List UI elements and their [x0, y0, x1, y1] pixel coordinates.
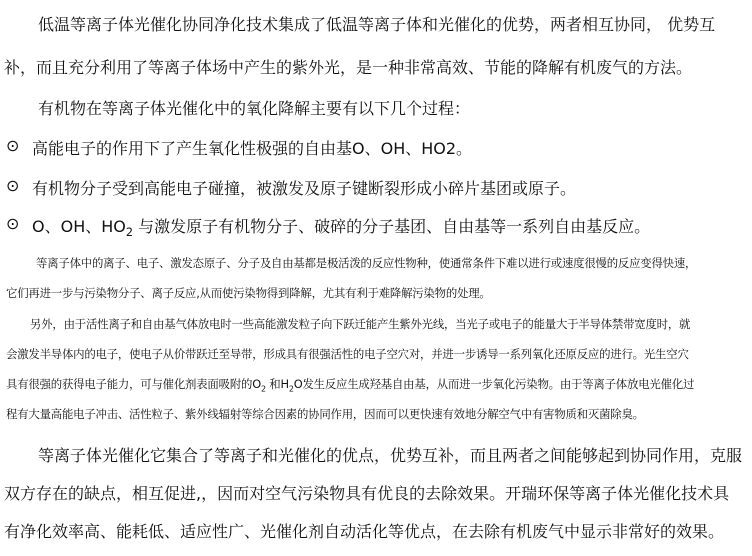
detail-p2-line-3: [6, 376, 694, 393]
bullet-icon: ⊙: [6, 176, 20, 195]
detail-p2-line-2: 会激发半导体内的电子，使电子从价带跃迁至导带，形成具有很强活性的电子空穴对，并进一步诱导一系列氧化还原反应的进行。光生空穴: [6, 347, 689, 361]
bullet-item-2: 有机物分子受到高能电子碰撞，被激发及原子键断裂形成小碎片基团或原子。: [32, 179, 577, 198]
detail-p2-line-4: 程有大量高能电子冲击、活性粒子、紫外线辐射等综合因素的协同作用，因而可以更快速有效地分解空气中有害物质和灭菌除臭。: [6, 407, 644, 421]
water-subscript: 2: [288, 384, 294, 394]
bullet-item-3: [32, 214, 650, 239]
process-heading: 有机物在等离子体光催化中的氧化降解主要有以下几个过程：: [38, 99, 471, 118]
bullet-item-3-suffix: 与激发原子有机物分子、破碎的分子基团、自由基等一系列自由基反应。: [132, 217, 651, 236]
oxygen-subscript: 2: [260, 384, 266, 394]
detail-p2-line-1: 另外，由于活性离子和自由基气体放电时一些高能激发粒子向下跃迁能产生紫外光线，当光子或电子的能量大于半导体禁带宽度时，就: [30, 317, 691, 331]
intro-line-2: 补，而且充分利用了等离子体场中产生的紫外光，是一种非常高效、节能的降解有机废气的方法。: [4, 58, 693, 77]
summary-line-1: 等离子体光催化它集合了等离子和光催化的优点，优势互补，而且两者之间能够起到协同作用，克服: [38, 446, 743, 465]
detail-p1-line-1: 等离子体中的离子、电子、激发态原子、分子及自由基都是极活泼的反应性物种，使通常条件下难以进行或速度很慢的反应变得快速，: [36, 256, 697, 270]
detail-p2-line-3-c: O发生反应生成羟基自由基，从而进一步氧化污染物。由于等离子体放电光催化过: [293, 377, 695, 391]
bullet-item-3-prefix: O、OH、HO: [32, 217, 126, 236]
bullet-icon: ⊙: [6, 214, 20, 233]
bullet-icon: ⊙: [6, 136, 20, 155]
summary-line-2: 双方存在的缺点，相互促进,，因而对空气污染物具有优良的去除效果。开瑞环保等离子体光催化技术具: [4, 484, 730, 503]
bullet-item-1: 高能电子的作用下了产生氧化性极强的自由基O、OH、HO2。: [32, 139, 473, 158]
intro-line-1: 低温等离子体光催化协同净化技术集成了低温等离子体和光催化的优势，两者相互协同， 优势互: [38, 15, 716, 34]
detail-p2-line-3-b: 和H: [265, 377, 289, 391]
detail-p2-line-3-a: 具有很强的获得电子能力，可与催化剂表面吸附的O: [6, 377, 261, 391]
detail-p1-line-2: 它们再进一步与污染物分子、离子反应,从而使污染物得到降解，尤其有利于难降解污染物的处理。: [6, 286, 491, 300]
summary-line-3: 有净化效率高、能耗低、适应性广、光催化剂自动活化等优点，在去除有机废气中显示非常好的效果。: [4, 522, 725, 541]
bullet-item-3-subscript: 2: [125, 226, 133, 240]
